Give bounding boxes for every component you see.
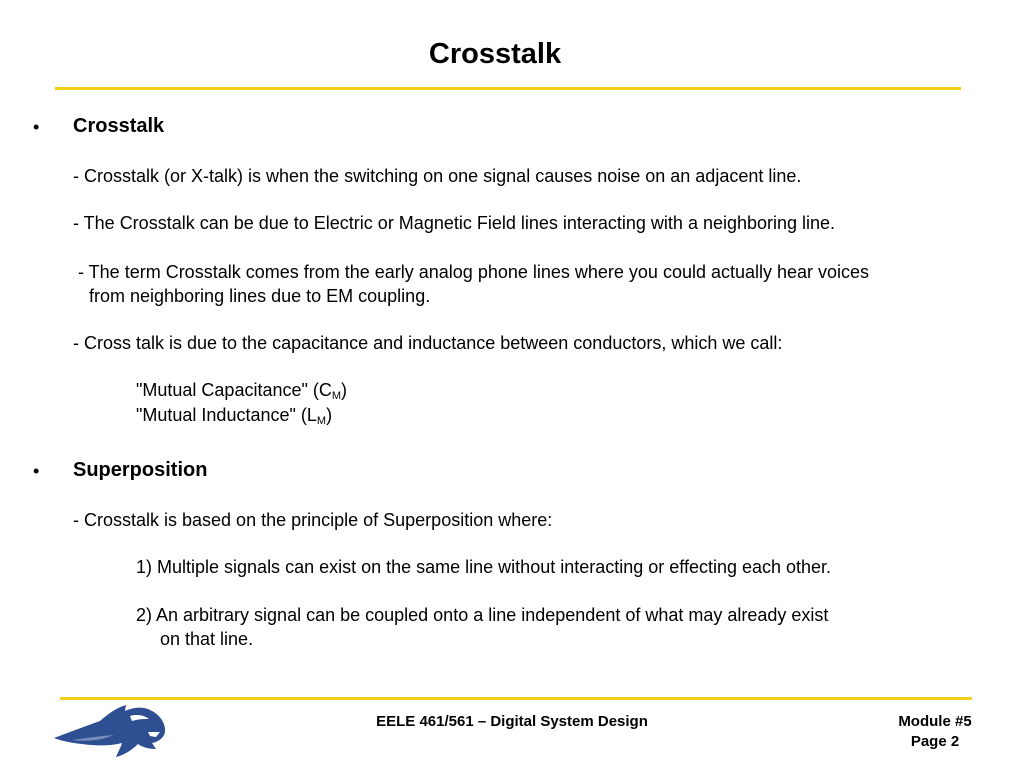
bullet-superposition: • — [33, 461, 40, 481]
mutual-capacitance — [136, 379, 347, 407]
footer-divider — [60, 697, 972, 700]
crosstalk-definition: - Crosstalk (or X-talk) is when the switching on one signal causes noise on an adjacent line. — [73, 166, 802, 186]
superposition-item-2-line1: 2) An arbitrary signal can be coupled onto a line independent of what may already exist — [136, 605, 829, 625]
crosstalk-capacitance-inductance: - Cross talk is due to the capacitance and inductance between conductors, which we call: — [73, 333, 783, 353]
superposition-item-1: 1) Multiple signals can exist on the same line without interacting or effecting each other. — [136, 557, 832, 577]
mutual-inductance — [136, 404, 332, 432]
bullet-crosstalk: • — [33, 117, 40, 137]
mutual-inductance-prefix: "Mutual Inductance" (L — [136, 405, 317, 425]
bobcat-logo-icon — [52, 702, 170, 760]
header-divider — [55, 87, 961, 90]
mutual-capacitance-prefix: "Mutual Capacitance" (C — [136, 380, 332, 400]
module-number: Module #5 — [898, 713, 972, 730]
heading-superposition: Superposition — [73, 459, 208, 481]
crosstalk-origin-line2: from neighboring lines due to EM coupling. — [89, 286, 431, 306]
course-title: EELE 461/561 – Digital System Design — [376, 713, 648, 730]
page-number: Page 2 — [910, 733, 960, 750]
crosstalk-origin-line1: - The term Crosstalk comes from the early analog phone lines where you could actually hear voices — [78, 262, 870, 282]
mutual-inductance-subscript: M — [316, 415, 327, 427]
module-page-info — [880, 712, 990, 752]
mutual-capacitance-subscript: M — [331, 390, 342, 402]
slide-title: Crosstalk — [428, 38, 562, 70]
crosstalk-cause: - The Crosstalk can be due to Electric or Magnetic Field lines interacting with a neighboring line. — [73, 213, 836, 233]
mutual-inductance-suffix: ) — [326, 405, 333, 425]
superposition-item-2-line2: on that line. — [160, 629, 254, 649]
superposition-intro: - Crosstalk is based on the principle of Superposition where: — [73, 510, 553, 530]
heading-crosstalk: Crosstalk — [73, 115, 165, 137]
mutual-capacitance-suffix: ) — [341, 380, 348, 400]
